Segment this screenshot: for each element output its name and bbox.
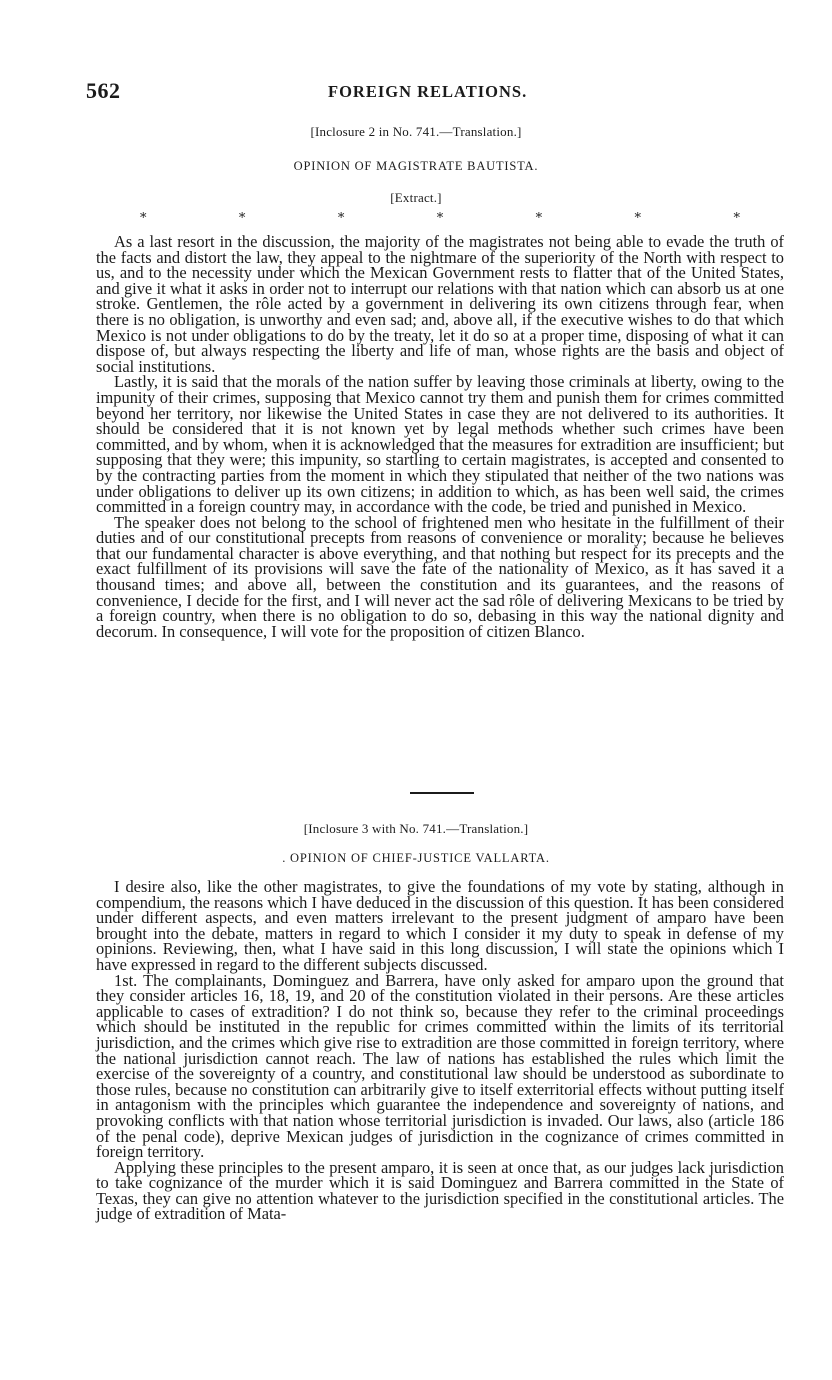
- opinion-title-vallarta: . OPINION OF CHIEF-JUSTICE VALLARTA.: [282, 851, 550, 865]
- ellipsis-stars: [140, 211, 740, 226]
- body-paragraph: Applying these principles to the present amparo, it is seen at once that, as our judges lack jurisdiction to take cognizance of the murder which it is said Dominguez and Barrera committed in the State of Texas, they can give no attention whatever to the jurisdiction specified in the constitutional articles. The judge of extradition of Mata-: [96, 1157, 784, 1224]
- star-mark: *: [535, 211, 543, 226]
- star-mark: *: [436, 211, 444, 226]
- section-divider: [410, 792, 474, 794]
- running-title: FOREIGN RELATIONS.: [328, 82, 528, 101]
- inclosure-heading-3: [Inclosure 3 with No. 741.—Translation.]: [303, 821, 529, 836]
- page-number: 562: [86, 78, 121, 103]
- star-mark: *: [238, 211, 246, 226]
- body-paragraph: As a last resort in the discussion, the majority of the magistrates not being able to evade the truth of the facts and distort the law, they appeal to the nightmare of the superiority of the North with respect to us, and to the necessity under which the Mexican Government rests to flatter that of the United States, and give it what it asks in order not to interrupt our relations with that nation which can absorb us at one stroke. Gentlemen, the rôle acted by a government in delivering its own citizens through fear, when there is no obligation, is unworthy and even sad; and, above all, if the executive wishes to do that which Mexico is not under obligations to do by the treaty, let it do so at a proper time, disposing of what it can dispose of, but always respecting the liberty and life of man, whose rights are the basis and object of social institutions.: [96, 232, 784, 376]
- star-mark: *: [140, 211, 147, 226]
- body-paragraph: The speaker does not belong to the school of frightened men who hesitate in the fulfillment of their duties and of our constitutional precepts from reasons of convenience or morality; because he believes that our fundamental character is above everything, and that nothing but respect for its precepts and the exact fulfillment of its provisions will save the fate of the nationality of Mexico, as it has saved it a thousand times; and above all, between the constitution and its guarantees, and the reasons of convenience, I decide for the first, and I will never act the sad rôle of delivering Mexicans to be tried by a foreign country, when there is no obligation to do so, debasing in this way the national dignity and decorum. In consequence, I will vote for the proposition of citizen Blanco.: [96, 512, 784, 641]
- vallarta-opinion-body: [96, 879, 784, 1222]
- body-paragraph: Lastly, it is said that the morals of the nation suffer by leaving those criminals at liberty, owing to the impunity of their crimes, supposing that Mexico cannot try them and punish them for crimes committed beyond her territory, nor likewise the United States in case they are not delivered to its authorities. It should be considered that it is not known yet by legal methods whether such crimes have been committed, and by whom, when it is acknowledged that the measures for extradition are insufficient; but supposing that they were; this impunity, so startling to certain magistrates, is accepted and consented to by the contracting parties from the moment in which they stipulated that neither of the two nations was under obligations to deliver up its own citizens; in addition to which, as has been well said, the crimes committed in a foreign country may, in accordance with the code, be tried and punished in Mexico.: [96, 372, 784, 517]
- bautista-opinion-body: [96, 234, 784, 639]
- running-head: [86, 78, 786, 108]
- star-mark: *: [733, 211, 740, 226]
- inclosure-heading-2: [Inclosure 2 in No. 741.—Translation.]: [310, 124, 522, 139]
- opinion-title-bautista: OPINION OF MAGISTRATE BAUTISTA.: [293, 159, 539, 173]
- extract-label: [Extract.]: [390, 190, 442, 205]
- body-paragraph: 1st. The complainants, Dominguez and Barrera, have only asked for amparo upon the ground that they consider articles 16, 18, 19, and 20 of the constitution violated in their persons. Are these articles applicable to cases of extradition? I do not think so, because they refer to the criminal proceedings which should be instituted in the republic for crimes committed within the limits of its territorial jurisdiction, and the crimes which give rise to extradition are those committed in foreign territory, where the national jurisdiction cannot reach. The law of nations has established the rules which limit the exercise of the sovereignty of a country, and constitutional law should be understood as subordinate to those rules, because no constitution can arbitrarily give to itself exterritorial effects without putting itself in antagonism with the principles which guarantee the independence and sovereignty of nations, and provoking conflicts with that nation whose territorial jurisdiction is invaded. Our laws, also (article 186 of the penal code), deprive Mexican judges of jurisdiction in the cognizance of crimes committed in foreign territory.: [96, 970, 784, 1162]
- body-paragraph: I desire also, like the other magistrates, to give the foundations of my vote by stating, although in compendium, the reasons which I have deduced in the discussion of this question. It has been considered under different aspects, and even matters irrelevant to the present judgment of amparo have been brought into the debate, matters in regard to which I consider it my duty to speak in defense of my opinions. Reviewing, then, what I have said in this long discussion, I will state the opinions which I have expressed in regard to the different subjects discussed.: [96, 877, 784, 974]
- star-mark: *: [337, 211, 345, 226]
- star-mark: *: [634, 211, 642, 226]
